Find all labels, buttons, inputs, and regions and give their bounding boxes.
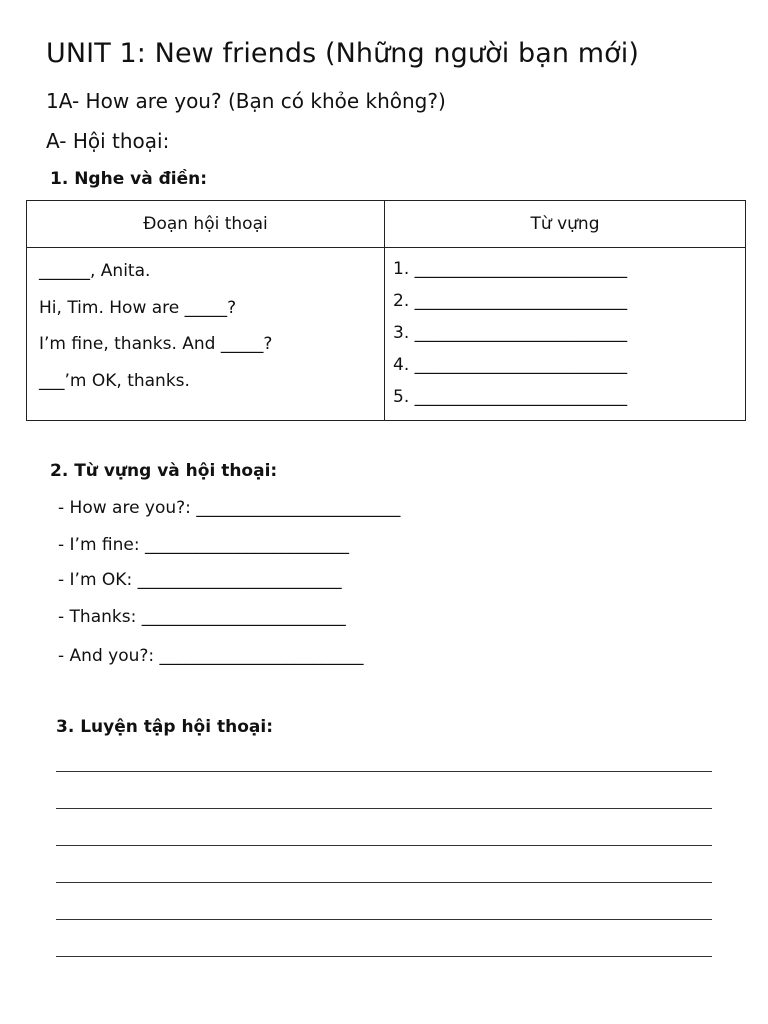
- vocab-item: - Thanks: ________________________: [58, 607, 346, 627]
- dialogue-cell: [27, 248, 385, 421]
- part3-heading: 3. Luyện tập hội thoại:: [56, 717, 273, 737]
- vocab-blank: 3. _________________________: [393, 323, 628, 343]
- section-heading: A- Hội thoại:: [46, 129, 170, 153]
- part2-heading: 2. Từ vựng và hội thoại:: [50, 461, 278, 481]
- column-header-vocabulary: Từ vựng: [385, 201, 746, 248]
- dialogue-line: I’m fine, thanks. And _____?: [39, 334, 273, 354]
- dialogue-line: Hi, Tim. How are _____?: [39, 297, 237, 318]
- practice-blank-line: [56, 771, 712, 772]
- vocab-item: - And you?: ________________________: [58, 646, 364, 666]
- practice-blank-line: [56, 919, 712, 920]
- part1-heading: 1. Nghe và điền:: [50, 169, 208, 189]
- vocabulary-cell: [385, 248, 746, 421]
- vocab-item: - I’m fine: ________________________: [58, 535, 349, 555]
- table-row: [27, 248, 746, 421]
- vocab-blank: 1. _________________________: [393, 259, 628, 279]
- dialogue-table: [26, 200, 746, 421]
- vocab-blank: 5. _________________________: [393, 387, 628, 407]
- vocab-item: - How are you?: ________________________: [58, 498, 401, 518]
- vocab-item: - I’m OK: ________________________: [58, 570, 342, 590]
- vocab-blank: 4. _________________________: [393, 355, 628, 375]
- lesson-title: 1A- How are you? (Bạn có khỏe không?): [46, 89, 446, 113]
- practice-blank-line: [56, 845, 712, 846]
- practice-blank-line: [56, 882, 712, 883]
- table-header-row: [27, 201, 746, 248]
- practice-blank-line: [56, 956, 712, 957]
- dialogue-line: ______, Anita.: [39, 261, 151, 281]
- dialogue-line: ___’m OK, thanks.: [39, 370, 190, 391]
- vocab-blank: 2. _________________________: [393, 291, 628, 311]
- practice-blank-line: [56, 808, 712, 809]
- column-header-dialogue: Đoạn hội thoại: [27, 201, 385, 248]
- page-title: UNIT 1: New friends (Những người bạn mới): [46, 38, 640, 69]
